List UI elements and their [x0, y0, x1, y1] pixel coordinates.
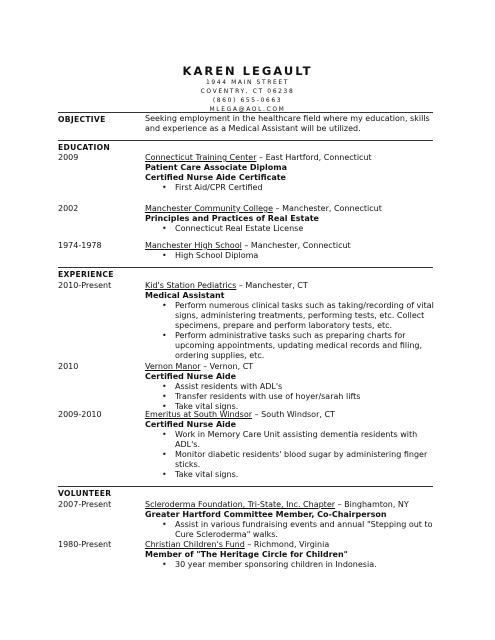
bullet-text: Take vital signs.	[175, 470, 239, 479]
bullet-text: Monitor diabetic residents' blood sugar by administering finger sticks.	[175, 450, 428, 469]
bullet-item	[145, 520, 440, 540]
divider-objective	[58, 112, 433, 113]
education-date: 1974-1978	[58, 241, 102, 250]
credential: Certified Nurse Aide Certificate	[145, 173, 286, 182]
job-title: Certified Nurse Aide	[145, 372, 237, 381]
bullet-item	[145, 470, 440, 480]
school-location: – Manchester, Connecticut	[273, 204, 382, 213]
bullet-text: High School Diploma	[175, 251, 259, 260]
school-location: – Manchester, Connecticut	[241, 241, 351, 250]
bullet-item	[145, 392, 440, 402]
organization-name[interactable]: Christian Children's Fund	[145, 540, 245, 549]
bullet-icon: •	[162, 301, 167, 310]
education-date: 2009	[58, 153, 79, 162]
phone-number: (860) 655-0663	[212, 97, 283, 104]
job-title: Certified Nurse Aide	[145, 420, 237, 429]
employer-name[interactable]: Vernon Manor	[145, 362, 201, 371]
school-name[interactable]: Connecticut Training Center	[145, 153, 257, 162]
bullet-icon: •	[162, 402, 167, 411]
bullet-icon: •	[162, 382, 167, 391]
bullet-icon: •	[162, 392, 167, 401]
bullet-text: Take vital signs.	[175, 402, 239, 411]
experience-date: 2009-2010	[58, 410, 102, 419]
bullet-icon: •	[162, 331, 167, 340]
organization-location: – Binghamton, NY	[335, 500, 409, 509]
bullet-item	[145, 430, 440, 450]
employer-location: – Vernon, CT	[200, 362, 254, 371]
bullet-text: Connecticut Real Estate License	[175, 224, 304, 233]
objective-text: Seeking employment in the healthcare field where my education, skills and experience as a Medical Assistant will be utilized.	[145, 114, 430, 133]
bullet-text: Perform administrative tasks such as preparing charts for upcoming appointments, updating medical records and filing, ordering supplies, etc.	[175, 331, 423, 360]
candidate-name: KAREN LEGAULT	[182, 64, 313, 78]
bullet-item	[145, 224, 440, 234]
bullet-item	[145, 560, 440, 570]
employer-location: – Manchester, CT	[236, 281, 308, 290]
experience-entry	[145, 281, 440, 361]
bullet-text: Assist residents with ADL's	[175, 382, 283, 391]
volunteer-entry	[145, 540, 440, 570]
bullet-icon: •	[162, 430, 167, 439]
bullet-icon: •	[162, 470, 167, 479]
volunteer-role: Member of "The Heritage Circle for Children"	[145, 550, 348, 559]
education-entry	[145, 204, 440, 234]
volunteer-date: 2007-Present	[58, 500, 112, 509]
bullet-item	[145, 450, 440, 470]
bullet-item	[145, 382, 440, 392]
bullet-item	[145, 183, 440, 193]
volunteer-date: 1980-Present	[58, 540, 112, 549]
bullet-item	[145, 251, 440, 261]
divider-volunteer	[58, 486, 433, 487]
bullet-icon: •	[162, 450, 167, 459]
employer-name[interactable]: Emeritus at South Windsor	[145, 410, 253, 419]
experience-date: 2010-Present	[58, 281, 112, 290]
bullet-item	[145, 331, 440, 361]
divider-experience	[58, 267, 433, 268]
school-name[interactable]: Manchester High School	[145, 241, 242, 250]
bullet-item	[145, 301, 440, 331]
volunteer-title: VOLUNTEER	[58, 489, 112, 498]
bullet-icon: •	[162, 520, 167, 529]
bullet-text: Perform numerous clinical tasks such as taking/recording of vital signs, administering treatments, performing tests, etc. Collect specimens, prepare and perform laboratory tests, etc.	[175, 301, 434, 330]
education-entry	[145, 153, 440, 193]
organization-name[interactable]: Scleroderma Foundation, Tri-State, Inc. Chapter	[145, 500, 336, 509]
education-entry	[145, 241, 440, 261]
experience-date: 2010	[58, 362, 79, 371]
education-title: EDUCATION	[58, 143, 111, 152]
bullet-icon: •	[162, 560, 167, 569]
bullet-icon: •	[162, 251, 167, 260]
bullet-text: First Aid/CPR Certified	[175, 183, 263, 192]
bullet-text: Assist in various fundraising events and annual "Stepping out to Cure Scleroderma" walks.	[175, 520, 433, 539]
volunteer-entry	[145, 500, 440, 540]
organization-location: – Richmond, Virginia	[244, 540, 330, 549]
city-state-zip: COVENTRY, CT 06238	[200, 88, 295, 95]
bullet-icon: •	[162, 183, 167, 192]
education-date: 2002	[58, 204, 79, 213]
resume-header	[0, 64, 495, 114]
divider-education	[58, 140, 433, 141]
bullet-text: 30 year member sponsoring children in Indonesia.	[175, 560, 377, 569]
credential: Patient Care Associate Diploma	[145, 163, 287, 172]
bullet-text: Transfer residents with use of hoyer/sarah lifts	[175, 392, 361, 401]
school-location: – East Hartford, Connecticut	[256, 153, 372, 162]
experience-entry	[145, 362, 440, 412]
objective-title: OBJECTIVE	[58, 115, 106, 124]
bullet-text: Work in Memory Care Unit assisting dementia residents with ADL's.	[175, 430, 418, 449]
email-link[interactable]: MLEGA@AOL.COM	[209, 106, 286, 113]
volunteer-role: Greater Hartford Committee Member, Co-Chairperson	[145, 510, 387, 519]
employer-name[interactable]: Kid's Station Pediatrics	[145, 281, 237, 290]
experience-entry	[145, 410, 440, 480]
credential: Principles and Practices of Real Estate	[145, 214, 319, 223]
street-address: 1944 MAIN STREET	[205, 79, 290, 86]
bullet-icon: •	[162, 224, 167, 233]
experience-title: EXPERIENCE	[58, 270, 114, 279]
school-name[interactable]: Manchester Community College	[145, 204, 274, 213]
employer-location: – South Windsor, CT	[252, 410, 335, 419]
job-title: Medical Assistant	[145, 291, 225, 300]
